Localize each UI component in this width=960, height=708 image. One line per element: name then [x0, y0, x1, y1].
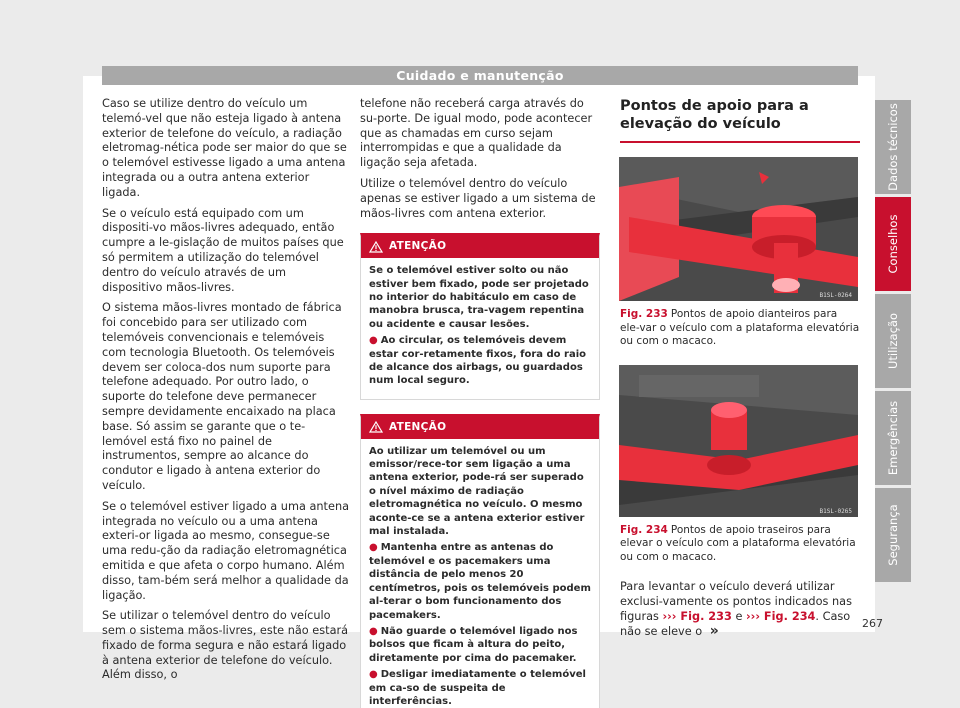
figure-caption-text: Pontos de apoio dianteiros para ele-var o veículo com a plataforma elevatória ou com o macaco.: [620, 308, 860, 347]
paragraph: Utilize o telemóvel dentro do veículo apenas se estiver ligado a um sistema de mãos-livres com antena exterior.: [360, 176, 596, 220]
figure-label: Fig. 234: [620, 523, 668, 536]
tab-utilizacao[interactable]: [875, 294, 911, 388]
warning-triangle-icon: [369, 421, 383, 433]
tab-emergencias[interactable]: [875, 391, 911, 485]
figure-rear-jack-points: [619, 365, 858, 517]
warning-triangle-icon: [369, 241, 383, 253]
figure-front-jack-points: [619, 157, 858, 301]
paragraph: telefone não receberá carga através do su-porte. De igual modo, pode acontecer que as chamadas em curso sejam interrompidas e que a qualidade da ligação seja afetada.: [360, 97, 593, 170]
paragraph: Caso se utilize dentro do veículo um telemó-vel que não esteja ligado à antena exterior de telefone do veículo, a radiação eletromag-nética pode ser maior do que se o telemóvel estivesse ligado a uma antena integrada ou a outra antena exterior ligada.: [102, 97, 347, 199]
tab-label: Conselhos: [886, 214, 900, 274]
figure-code: B1SL-0265: [819, 507, 852, 515]
chapter-header: Cuidado e manutenção: [102, 66, 858, 85]
section-title: Pontos de apoio para a elevação do veículo: [620, 97, 860, 143]
rear-support-illustration: [619, 365, 858, 517]
warning-bullet: [369, 334, 591, 388]
warning-label: ATENÇÃO: [389, 240, 447, 253]
warning-box: [360, 414, 600, 708]
figure-caption-text: Pontos de apoio traseiros para elevar o veículo com a plataforma elevatória ou com o macaco.: [620, 523, 856, 563]
conjunction: e: [735, 609, 743, 623]
figure-caption: [620, 524, 860, 565]
figure-caption: [620, 308, 860, 349]
body-text: Para levantar o veículo deverá utilizar exclusi-vamente os pontos indicados nas figuras: [620, 580, 852, 623]
tab-label: Emergências: [886, 400, 900, 476]
front-support-illustration: [619, 157, 858, 301]
body-text: . Caso não se eleve o: [620, 609, 851, 639]
tab-conselhos[interactable]: [875, 197, 911, 291]
figure-code: B1SL-0264: [819, 292, 852, 299]
side-tabs: [875, 100, 911, 585]
text-column-1: [102, 97, 350, 689]
warning-bullet: [369, 541, 591, 621]
warning-header: [361, 417, 599, 439]
paragraph: Se utilizar o telemóvel dentro do veículo sem o sistema mãos-livres, este não estará fixado de forma segura e não estará ligado à antena exterior de telefone do veículo. Além disso, o: [102, 609, 349, 682]
warning-text: Se o telemóvel estiver solto ou não estiver bem fixado, pode ser projetado no interior do habitáculo em caso de manobra brusca, tra-vagem repentina ou acidente e causar lesões.: [369, 265, 589, 330]
bullet-icon: ●: [369, 335, 378, 347]
continue-arrow-icon: »: [709, 623, 719, 640]
warning-label: ATENÇÃO: [389, 420, 447, 433]
tab-label: Utilização: [886, 312, 900, 370]
warning-bullet: [369, 625, 591, 665]
bullet-icon: ●: [369, 669, 378, 681]
tab-label: Segurança: [886, 504, 900, 566]
warning-header: [361, 236, 599, 258]
tab-seguranca[interactable]: [875, 488, 911, 582]
figure-link-233[interactable]: ››› Fig. 233: [662, 609, 732, 623]
text-column-3: [620, 97, 860, 646]
paragraph: [620, 580, 860, 640]
figure-label: Fig. 233: [620, 308, 668, 320]
paragraph: Se o telemóvel estiver ligado a uma antena integrada no veículo ou a uma antena exteri-or ligada ao mesmo, consegue-se uma redu-ção da radiação eletromagnética emitida e que afeta o corpo humano. Além disso, tam-bém será melhor a qualidade da ligação.: [102, 499, 350, 602]
warning-bullet-text: Não guarde o telemóvel ligado nos bolsos que ficam à altura do peito, diretamente por cima do pacemaker.: [369, 625, 578, 664]
warning-box: [360, 233, 600, 399]
warning-text: Ao utilizar um telemóvel ou um emissor/rece-tor sem ligação a uma antena exterior, pode-rá ser superado o nível máximo de radiação eletromagnética no veículo. O mesmo aconte-ce se a antena exterior estiver mal instalada.: [369, 445, 585, 538]
tab-dados-tecnicos[interactable]: [875, 100, 911, 194]
text-column-2: [360, 97, 600, 708]
paragraph: O sistema mãos-livres montado de fábrica foi concebido para ser utilizado com telemóveis convencionais e telemóveis com tecnologia Bluetooth. Os telemóveis devem ser coloca-dos num suporte para telefone adequado. Por outro lado, o suporte do telefone deve permanecer sempre devidamente encaixado na placa base. Só assim se garante que o te-lemóvel está fixo no painel de instrumentos, sempre ao alcance do condutor e ligado à antena exterior do veículo.: [102, 301, 342, 492]
warning-bullet-text: Desligar imediatamente o telemóvel em ca-so de suspeita de interferências.: [369, 669, 586, 707]
tab-label: Dados técnicos: [886, 103, 900, 191]
warning-body: [361, 439, 599, 708]
bullet-icon: ●: [369, 542, 378, 554]
warning-bullet: [369, 668, 591, 708]
warning-bullet-text: Mantenha entre as antenas do telemóvel e os pacemakers uma distância de pelo menos 20 centímetros, pois os telemóveis podem al-terar o bom funcionamento dos pacemakers.: [369, 542, 591, 621]
paragraph: Se o veículo está equipado com um dispositi-vo mãos-livres adequado, então cumpre a le-gislação de muitos países que só permitem a utilização do telemóvel dentro do veículo através de um dispositivo mãos-livres.: [102, 206, 344, 294]
warning-body: [361, 258, 599, 399]
bullet-icon: ●: [369, 625, 378, 637]
warning-bullet-text: Ao circular, os telemóveis devem estar cor-retamente fixos, fora do raio de alcance dos airbags, ou guardados num local seguro.: [369, 335, 586, 387]
figure-link-234[interactable]: ››› Fig. 234: [746, 609, 816, 623]
page-number: 267: [862, 617, 883, 630]
